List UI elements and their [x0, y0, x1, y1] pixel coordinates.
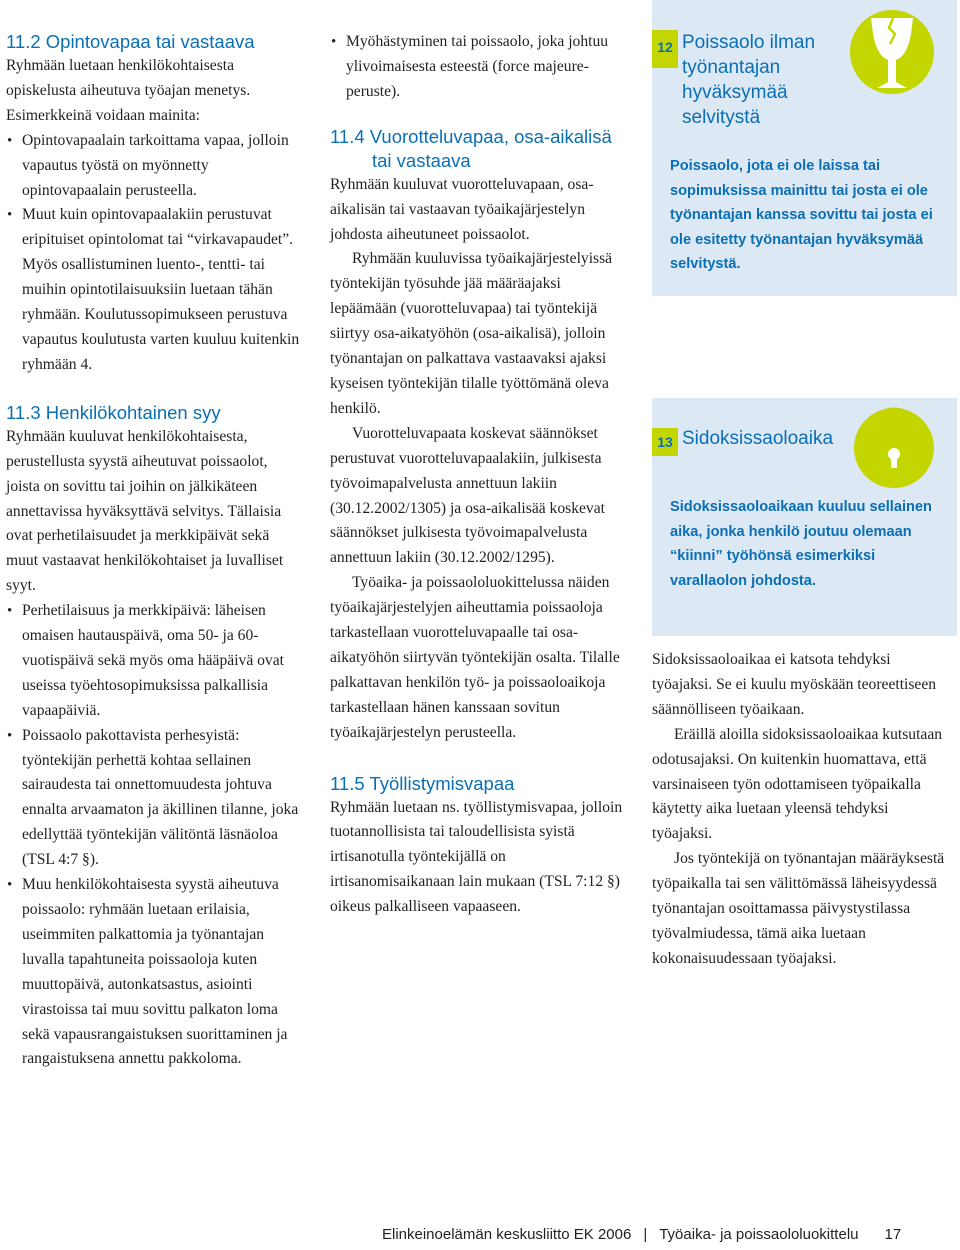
footer-title: Työaika- ja poissaololuokittelu: [659, 1226, 859, 1243]
footer-separator: |: [643, 1226, 648, 1243]
paragraph: Sidoksissaoloaikaa ei katsota tehdyksi työajaksi. Se ei kuulu myöskään teoreettiseen säännölliseen työaikaan.: [652, 651, 937, 718]
section-heading-11-4: 11.4 Vuorotteluvapaa, osa-aikalisä tai vastaava: [330, 125, 612, 171]
box-number-badge: 13: [652, 428, 678, 456]
list-item: • Muu henkilökohtaisesta syystä aiheutuva poissaolo: ryhmään luetaan erilaisia, useimmiten palkattomia ja työnantajan luvalla tapahtuneita poissaoloja kuten muuttopäivä, autonkatsastus, asiointi virastoissa tai muu sovittu palkaton loma sekä vapausrangaistuksen suorittaminen ja rangaistuksena annettu pakkoloma.: [7, 876, 288, 1068]
info-box-13: [652, 398, 957, 636]
padlock-icon: [849, 398, 939, 490]
page-number: 17: [884, 1226, 902, 1243]
box-title: Sidoksissaoloaika: [682, 428, 834, 449]
list-item: • Muut kuin opintovapaalakiin perustuvat eripituiset opintolomat tai “virkavapaudet”. Myös osallistuminen luento-, tentti- tai muihin opintotilaisuuksiin luetaan tähän ryhmään. Koulutussopimukseen perustuva vapautus koulutusta varten kuuluu kuitenkin ryhmään 4.: [7, 206, 300, 373]
column-middle: [330, 30, 630, 920]
paragraph: Eräillä aloilla sidoksissaoloaikaa kutsutaan odotusajaksi. On kuitenkin huomattava, että varsinaiseen työn odottamiseen työpaikalla käytetty aika luetaan yleensä tehdyksi työajaksi.: [652, 725, 943, 843]
box-number-badge: 12: [652, 30, 678, 68]
paragraph: Jos työntekijä on työnantajan määräyksestä työpaikalla tai sen välittömässä läheisyydessä työnantajan osoittamassa päivystystilassa työvalmiudessa, tämä aika luetaan kokonaisuudessaan työajaksi.: [652, 850, 945, 967]
column-left: [6, 30, 304, 1072]
list-item: • Perhetilaisuus ja merkkipäivä: läheisen omaisen hautauspäivä, oma 50- ja 60-vuotispäivä sekä myös oma hääpäivä ovat useissa työehtosopimuksissa palkallisia vapaapäiviä.: [7, 602, 284, 719]
list-item: • Opintovapaalain tarkoittama vapaa, jolloin vapautus työstä on myönnetty opintovapaalain perusteella.: [7, 131, 289, 199]
section-heading-11-2: 11.2 Opintovapaa tai vastaava: [6, 31, 255, 52]
paragraph: Ryhmään kuuluvissa työaikajärjestelyissä työntekijän työsuhde jää määräajaksi lepäämään (vuorotteluvapaa) tai työntekijä siirtyy osa-aikatyöhön (osa-aikalisä), jolloin työnantajan on palkattava vastaavaksi ajaksi kyseisen työntekijän tilalle työttömänä oleva henkilö.: [330, 250, 613, 417]
paragraph: Ryhmään kuuluvat henkilökohtaisesta, perustellusta syystä aiheutuvat poissaolot, joista on sovittu tai joihin on jälkikäteen annettavissa hyväksyttävä selvitys. Tällaisia ovat perhetilaisuudet ja merkkipäivät sekä muut vastaavat henkilökohtaiset ja luvalliset syyt.: [6, 427, 284, 595]
box-text: Sidoksissaoloaikaan kuuluu sellainen aika, jonka henkilö joutuu olemaan “kiinni” työhönsä esimerkiksi varallaolon johdosta.: [670, 499, 932, 589]
footer-publisher: Elinkeinoelämän keskusliitto EK 2006: [382, 1226, 632, 1243]
column-right: [652, 0, 952, 972]
paragraph: Ryhmään luetaan henkilökohtaisesta opiskelusta aiheutuva työajan menetys. Esimerkkeinä voidaan mainita:: [6, 57, 251, 124]
box-title: Poissaolo ilman työnantajan hyväksymää selvitystä: [682, 32, 816, 128]
paragraph: Ryhmään luetaan ns. työllistymisvapaa, jolloin tuotannollisista tai taloudellisista syistä irtisanotulla työntekijällä on irtisanomisaikanaan lain mukaan (TSL 7:12 §) oikeus palkalliseen vapaaseen.: [330, 798, 623, 916]
page-footer: [382, 1226, 901, 1243]
bullet-list: [6, 129, 304, 378]
section-heading-11-5: 11.5 Työllistymisvapaa: [330, 772, 515, 794]
list-item: • Myöhästyminen tai poissaolo, joka johtuu ylivoimaisesta esteestä (force majeure-peruste).: [331, 33, 609, 100]
info-box-12: [652, 0, 957, 296]
section-heading-11-3: 11.3 Henkilökohtainen syy: [6, 401, 221, 423]
broken-glass-icon: [849, 4, 935, 100]
paragraph: Työaika- ja poissaololuokittelussa näiden työaikajärjestelyjen aiheuttamia poissaoloja tarkastellaan vuorotteluvapaalle tai osa-aikatyöhön siirtyvän työntekijän osalta. Tilalle palkattavan henkilön työ- ja poissaoloaikoja tarkastellaan hänen kanssaan sovitun työaikajärjestelyn perusteella.: [330, 574, 620, 741]
bullet-list: [330, 30, 630, 105]
paragraph: Ryhmään kuuluvat vuorotteluvapaan, osa-aikalisän tai vastaavan työaikajärjestelyn johdosta aiheutuneet poissaolot.: [330, 175, 594, 243]
bullet-list: [6, 599, 304, 1072]
list-item: • Poissaolo pakottavista perhesyistä: työntekijän perhettä kohtaa sellainen sairaudesta tai onnettomuudesta johtuva ennalta arvaamaton ja äkillinen tilanne, joka edellyttää työntekijän välitöntä läsnäoloa (TSL 4:7 §).: [7, 726, 299, 869]
paragraph: Vuorotteluvapaata koskevat säännökset perustuvat vuorotteluvapaalakiin, julkisesta työvoimapalvelusta annettuun lakiin (30.12.2002/1305) ja osa-aikalisää koskevat säännökset julkisesta työvoimapalvelusta annettuun lakiin (30.12.2002/1295).: [330, 424, 605, 567]
box-text: Poissaolo, jota ei ole laissa tai sopimuksissa mainittu tai josta ei ole työnantajan kanssa sovittu tai josta ei ole esitetty työnantajan hyväksymää selvitystä.: [670, 158, 933, 272]
